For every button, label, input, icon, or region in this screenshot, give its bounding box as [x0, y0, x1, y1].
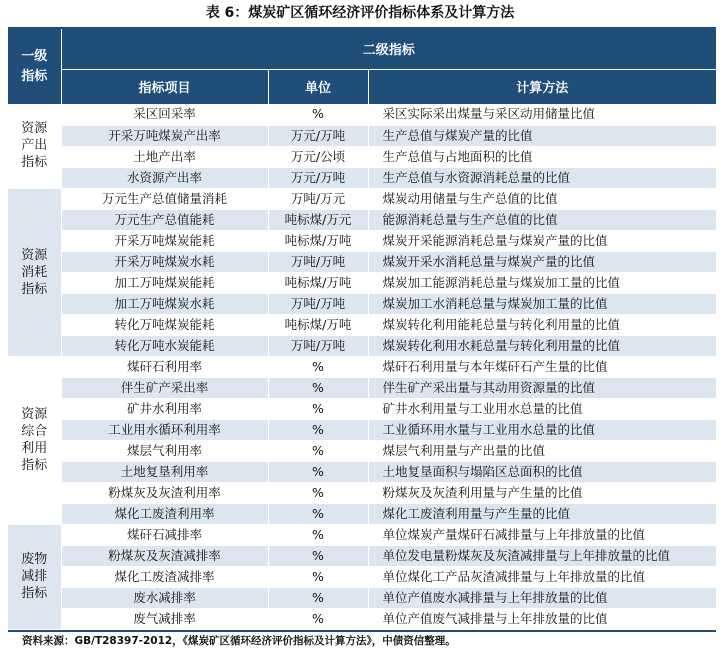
indicator-method: 粉煤灰及灰渣利用量与产生量的比值: [368, 482, 716, 503]
source-note: 资料来源：GB/T28397-2012，《煤炭矿区循环经济评价指标及计算方法》，中债资信整理。: [22, 635, 456, 647]
indicator-method: 煤炭转化利用能耗总量与转化利用量的比值: [368, 314, 716, 335]
indicator-unit: %: [268, 440, 368, 461]
table-row: [8, 524, 716, 545]
table-row: [8, 482, 716, 503]
indicator-unit: 万吨/万吨: [268, 251, 368, 272]
indicator-method: 煤炭转化利用水耗总量与转化利用量的比值: [368, 335, 716, 356]
indicator-table: [8, 27, 716, 632]
indicator-method: 矿井水利用量与工业用水总量的比值: [368, 398, 716, 419]
indicator-unit: 万吨/万吨: [268, 335, 368, 356]
indicator-unit: 万元/万吨: [268, 125, 368, 146]
indicator-method: 煤化工废渣利用量与产生量的比值: [368, 503, 716, 524]
indicator-unit: %: [268, 356, 368, 377]
indicator-name: 土地产出率: [61, 146, 268, 167]
table-row: [8, 398, 716, 419]
table-row: [8, 440, 716, 461]
header-item: 指标项目: [61, 69, 268, 104]
indicator-unit: %: [268, 104, 368, 125]
header-method: 计算方法: [368, 69, 716, 104]
table-row: [8, 188, 716, 209]
table-row: [8, 230, 716, 251]
indicator-name: 开采万吨煤炭产出率: [61, 125, 268, 146]
indicator-name: 水资源产出率: [61, 167, 268, 188]
indicator-method: 生产总值与占地面积的比值: [368, 146, 716, 167]
indicator-method: 单位煤炭产量煤矸石减排量与上年排放量的比值: [368, 524, 716, 545]
indicator-name: 万元生产总值储量消耗: [61, 188, 268, 209]
indicator-unit: 万元/公顷: [268, 146, 368, 167]
indicator-unit: %: [268, 566, 368, 587]
indicator-unit: %: [268, 377, 368, 398]
table-row: [8, 167, 716, 188]
indicator-method: 煤炭加工水消耗总量与煤炭加工量的比值: [368, 293, 716, 314]
indicator-unit: %: [268, 482, 368, 503]
category-cell: 资源 综合 利用 指标: [8, 356, 61, 524]
table-row: [8, 293, 716, 314]
indicator-method: 土地复垦面积与塌陷区总面积的比值: [368, 461, 716, 482]
indicator-method: 伴生矿产采出量与其动用资源量的比值: [368, 377, 716, 398]
indicator-name: 粉煤灰及灰渣减排率: [61, 545, 268, 566]
indicator-name: 粉煤灰及灰渣利用率: [61, 482, 268, 503]
indicator-method: 煤炭开采能源消耗总量与煤炭产量的比值: [368, 230, 716, 251]
indicator-unit: 万吨/万吨: [268, 293, 368, 314]
indicator-unit: %: [268, 398, 368, 419]
indicator-name: 煤矸石减排率: [61, 524, 268, 545]
indicator-unit: %: [268, 545, 368, 566]
table-row: [8, 461, 716, 482]
indicator-method: 采区实际采出煤量与采区动用储量比值: [368, 104, 716, 125]
table-row: [8, 545, 716, 566]
indicator-name: 煤层气利用率: [61, 440, 268, 461]
indicator-unit: %: [268, 461, 368, 482]
indicator-name: 废气减排率: [61, 608, 268, 629]
indicator-name: 采区回采率: [61, 104, 268, 125]
indicator-method: 煤炭动用储量与生产总值的比值: [368, 188, 716, 209]
table-row: [8, 146, 716, 167]
indicator-unit: %: [268, 587, 368, 608]
indicator-method: 单位煤化工产品灰渣减排量与上年排放量的比值: [368, 566, 716, 587]
indicator-method: 生产总值与水资源消耗总量的比值: [368, 167, 716, 188]
indicator-method: 煤矸石利用量与本年煤矸石产生量的比值: [368, 356, 716, 377]
table-row: [8, 419, 716, 440]
indicator-method: 煤层气利用量与产出量的比值: [368, 440, 716, 461]
indicator-name: 转化万吨水炭能耗: [61, 335, 268, 356]
indicator-method: 工业循环用水量与工业用水总量的比值: [368, 419, 716, 440]
indicator-method: 煤炭开采水消耗总量与煤炭产量的比值: [368, 251, 716, 272]
indicator-name: 煤化工废渣减排率: [61, 566, 268, 587]
category-cell: 资源 产出 指标: [8, 104, 61, 188]
indicator-name: 转化万吨煤炭能耗: [61, 314, 268, 335]
indicator-method: 生产总值与煤炭产量的比值: [368, 125, 716, 146]
table-row: [8, 503, 716, 524]
table-row: [8, 566, 716, 587]
indicator-method: 能源消耗总量与生产总值的比值: [368, 209, 716, 230]
indicator-name: 开采万吨煤炭能耗: [61, 230, 268, 251]
indicator-unit: 吨标煤/万元: [268, 209, 368, 230]
table-row: [8, 356, 716, 377]
indicator-unit: %: [268, 524, 368, 545]
indicator-method: 煤炭加工能源消耗总量与煤炭加工量的比值: [368, 272, 716, 293]
table-row: [8, 377, 716, 398]
category-cell: 资源 消耗 指标: [8, 188, 61, 356]
indicator-unit: %: [268, 419, 368, 440]
indicator-name: 伴生矿产采出率: [61, 377, 268, 398]
indicator-unit: 吨标煤/万吨: [268, 272, 368, 293]
table-row: [8, 335, 716, 356]
indicator-name: 土地复垦利用率: [61, 461, 268, 482]
indicator-name: 矿井水利用率: [61, 398, 268, 419]
table-row: [8, 209, 716, 230]
indicator-name: 加工万吨煤炭能耗: [61, 272, 268, 293]
indicator-method: 单位产值废水减排量与上年排放量的比值: [368, 587, 716, 608]
indicator-name: 工业用水循环利用率: [61, 419, 268, 440]
category-cell: 废物 减排 指标: [8, 524, 61, 629]
indicator-name: 煤矸石利用率: [61, 356, 268, 377]
indicator-name: 废水减排率: [61, 587, 268, 608]
table-body: [8, 104, 716, 629]
indicator-name: 开采万吨煤炭水耗: [61, 251, 268, 272]
indicator-unit: %: [268, 608, 368, 629]
table-row: [8, 125, 716, 146]
table-row: [8, 314, 716, 335]
indicator-unit: %: [268, 503, 368, 524]
indicator-name: 加工万吨煤炭水耗: [61, 293, 268, 314]
header-level2: 二级指标: [61, 29, 716, 69]
indicator-unit: 吨标煤/万吨: [268, 230, 368, 251]
indicator-name: 万元生产总值能耗: [61, 209, 268, 230]
indicator-method: 单位产值废气减排量与上年排放量的比值: [368, 608, 716, 629]
header-unit: 单位: [268, 69, 368, 104]
indicator-name: 煤化工废渣利用率: [61, 503, 268, 524]
table-row: [8, 587, 716, 608]
table-row: [8, 251, 716, 272]
table-row: [8, 272, 716, 293]
header-level1: 一级 指标: [8, 29, 61, 104]
indicator-unit: 万元/万吨: [268, 167, 368, 188]
table-row: [8, 104, 716, 125]
indicator-unit: 吨标煤/万吨: [268, 314, 368, 335]
table-row: [8, 608, 716, 629]
indicator-method: 单位发电量粉煤灰及灰渣减排量与上年排放量的比值: [368, 545, 716, 566]
indicator-unit: 万吨/万元: [268, 188, 368, 209]
table-title: 表 6：煤炭矿区循环经济评价指标体系及计算方法: [205, 5, 515, 21]
